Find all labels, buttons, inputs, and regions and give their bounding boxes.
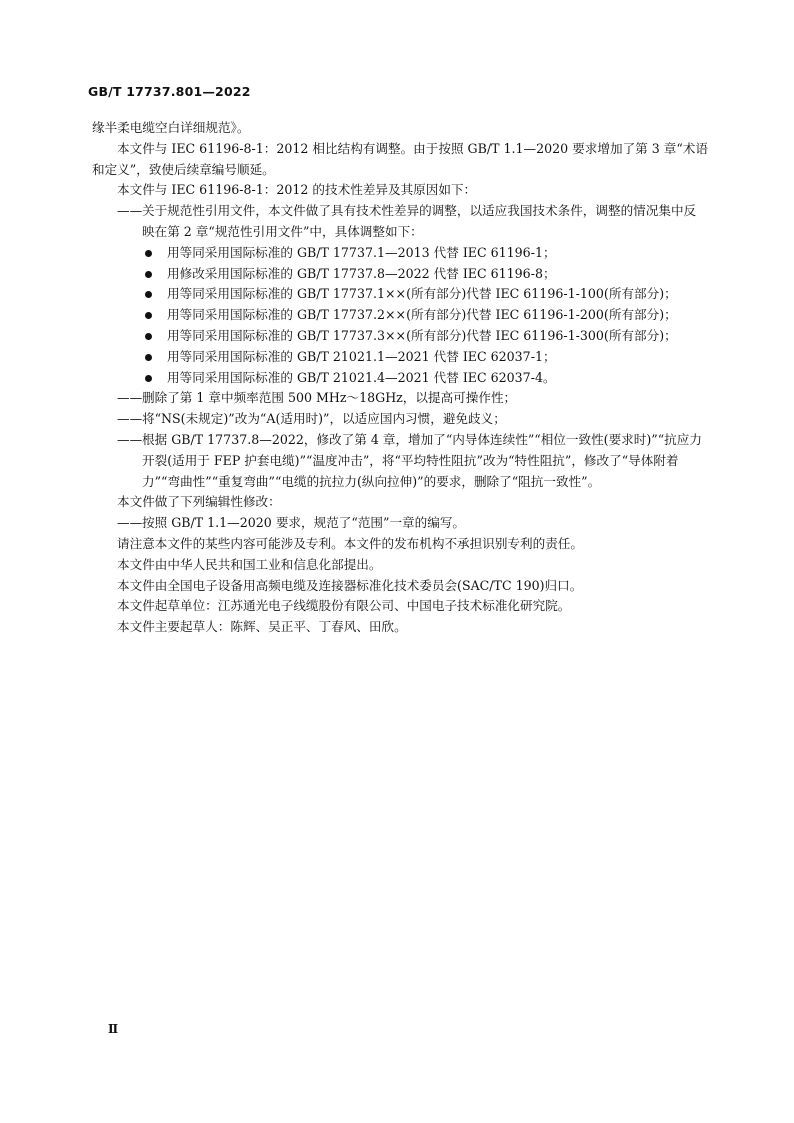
list-item-text: 用等同采用国际标准的 GB/T 17737.1—2013 代替 IEC 61196-1； [167,244,556,260]
dash-item-text: 按照 GB/T 1.1—2020 要求，规范了“范围”一章的编写。 [142,515,466,531]
list-item-text: 用等同采用国际标准的 GB/T 17737.2××(所有部分)代替 IEC 61196-1-200(所有部分)； [167,307,677,323]
dash-item-text: 根据 GB/T 17737.8—2022，修改了第 4 章，增加了“内导体连续性”“相位一致性(要求时)”“抗应力开裂(适用于 FEP 护套电缆)”“温度冲击”，将“平均特性阻抗”改为“特性阻抗”，修改了“导体附着力”“弯曲性”“重复弯曲”“电缆的抗拉力(纵向拉伸)”的要求，删除了“阻抗一致性”。 [142,431,702,489]
paragraph: 本文件由中华人民共和国工业和信息化部提出。 [117,556,382,572]
dash-mark: —— [117,431,143,447]
list-item [92,305,708,326]
dash-mark: —— [117,411,143,427]
bullet-icon [145,271,152,278]
bullet-icon [145,354,152,361]
dash-item [92,388,708,409]
list-item [92,284,708,305]
document-body [92,118,708,638]
bullet-icon [145,291,152,298]
bullet-icon [145,250,152,257]
paragraph: 请注意本文件的某些内容可能涉及专利。本文件的发布机构不承担识别专利的责任。 [117,535,583,551]
list-item-text: 用修改采用国际标准的 GB/T 17737.8—2022 代替 IEC 61196-8； [167,265,556,281]
list-item-text: 用等同采用国际标准的 GB/T 21021.4—2021 代替 IEC 62037-4。 [167,369,556,385]
dash-item [92,409,708,430]
list-item [92,264,708,285]
paragraph: 本文件起草单位：江苏通光电子线缆股份有限公司、中国电子技术标准化研究院。 [117,598,571,614]
dash-item-text: 删除了第 1 章中频率范围 500 MHz～18GHz，以提高可操作性； [142,390,517,406]
list-item-text: 用等同采用国际标准的 GB/T 17737.1××(所有部分)代替 IEC 61196-1-100(所有部分)； [167,286,677,302]
bullet-icon [145,333,152,340]
bullet-list [92,243,708,389]
dash-item [92,513,708,534]
bullet-icon [145,312,152,319]
paragraph: 缘半柔电缆空白详细规范》。 [92,120,250,135]
paragraph: 本文件与 IEC 61196-8-1：2012 的技术性差异及其原因如下： [117,182,477,198]
dash-item-text: 关于规范性引用文件，本文件做了具有技术性差异的调整，以适应我国技术条件，调整的情况集中反映在第 2 章“规范性引用文件”中，具体调整如下： [142,203,697,239]
dash-mark: —— [117,390,143,406]
standard-number: GB/T 17737.801—2022 [88,84,251,99]
list-item [92,243,708,264]
paragraph: 本文件做了下列编辑性修改： [117,494,281,510]
list-item-text: 用等同采用国际标准的 GB/T 21021.1—2021 代替 IEC 62037-1； [167,348,556,364]
dash-item [92,201,708,243]
paragraph: 本文件由全国电子设备用高频电缆及连接器标准化技术委员会(SAC/TC 190)归口。 [117,577,583,593]
dash-item-text: 将“NS(未规定)”改为“A(适用时)”，以适应国内习惯，避免歧义； [142,411,506,427]
bullet-icon [145,375,152,382]
dash-item [92,430,708,492]
paragraph: 本文件主要起草人：陈辉、吴正平、丁春风、田欣。 [117,619,407,635]
list-item [92,326,708,347]
dash-mark: —— [117,203,143,219]
paragraph: 本文件与 IEC 61196-8-1：2012 相比结构有调整。由于按照 GB/T 1.1—2020 要求增加了第 3 章“术语和定义”，致使后续章编号顺延。 [92,140,708,177]
list-item [92,347,708,368]
page-number: Ⅱ [108,1022,119,1036]
list-item-text: 用等同采用国际标准的 GB/T 17737.3××(所有部分)代替 IEC 61196-1-300(所有部分)； [167,327,677,343]
dash-mark: —— [117,515,143,531]
list-item [92,368,708,389]
